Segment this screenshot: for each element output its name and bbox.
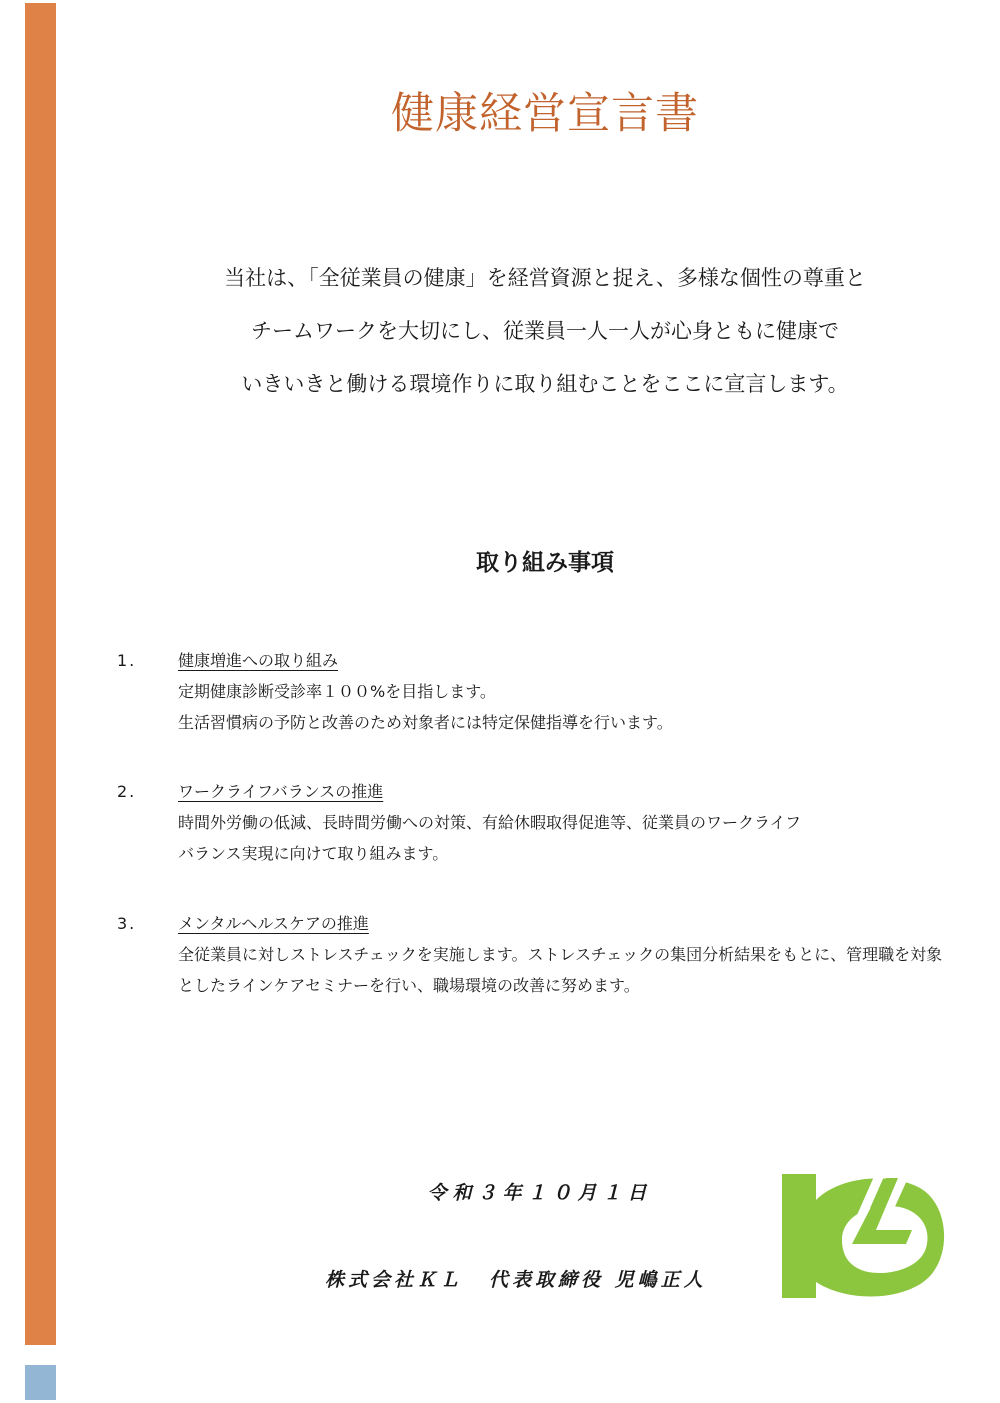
item-number: 3. bbox=[117, 914, 137, 933]
item-number: 2. bbox=[117, 782, 137, 801]
item-title: ワークライフバランスの推進 bbox=[178, 782, 384, 801]
item-body-line: 生活習慣病の予防と改善のため対象者には特定保健指導を行います。 bbox=[178, 713, 673, 732]
item-title: 健康増進への取り組み bbox=[178, 651, 339, 670]
left-accent-square bbox=[25, 1365, 56, 1400]
intro-line: いきいきと働ける環境作りに取り組むことをここに宣言します。 bbox=[241, 372, 849, 396]
representative-name: 代表取締役 児嶋正人 bbox=[489, 1269, 707, 1291]
company-name: 株式会社ＫＬ bbox=[325, 1269, 464, 1291]
declaration-intro bbox=[100, 252, 990, 411]
item-body-line: 定期健康診断受診率１００%を目指します。 bbox=[178, 682, 496, 701]
declaration-date: 令和３年１０月１日 bbox=[427, 1182, 653, 1204]
item-number: 1. bbox=[117, 651, 137, 670]
item-title: メンタルヘルスケアの推進 bbox=[178, 914, 369, 933]
item-body bbox=[178, 807, 801, 869]
intro-line: チームワークを大切にし、従業員一人一人が心身ともに健康で bbox=[251, 319, 839, 343]
document-title: 健康経営宣言書 bbox=[391, 89, 699, 139]
company-logo-icon bbox=[780, 1170, 950, 1302]
signature bbox=[325, 1265, 707, 1295]
item-body-line: 時間外労働の低減、長時間労働への対策、有給休暇取得促進等、従業員のワークライフ bbox=[178, 813, 802, 832]
item-body-line: 全従業員に対しストレスチェックを実施します。ストレスチェックの集団分析結果をもとに、管理職を対象 bbox=[178, 945, 943, 964]
section-heading: 取り組み事項 bbox=[476, 550, 614, 576]
left-accent-bar bbox=[25, 3, 56, 1345]
item-body bbox=[178, 939, 942, 1001]
item-body-line: としたラインケアセミナーを行い、職場環境の改善に努めます。 bbox=[178, 976, 640, 995]
item-body bbox=[178, 676, 673, 738]
intro-line: 当社は、「全従業員の健康」を経営資源と捉え、多様な個性の尊重と bbox=[224, 266, 866, 290]
item-body-line: バランス実現に向けて取り組みます。 bbox=[178, 844, 449, 863]
